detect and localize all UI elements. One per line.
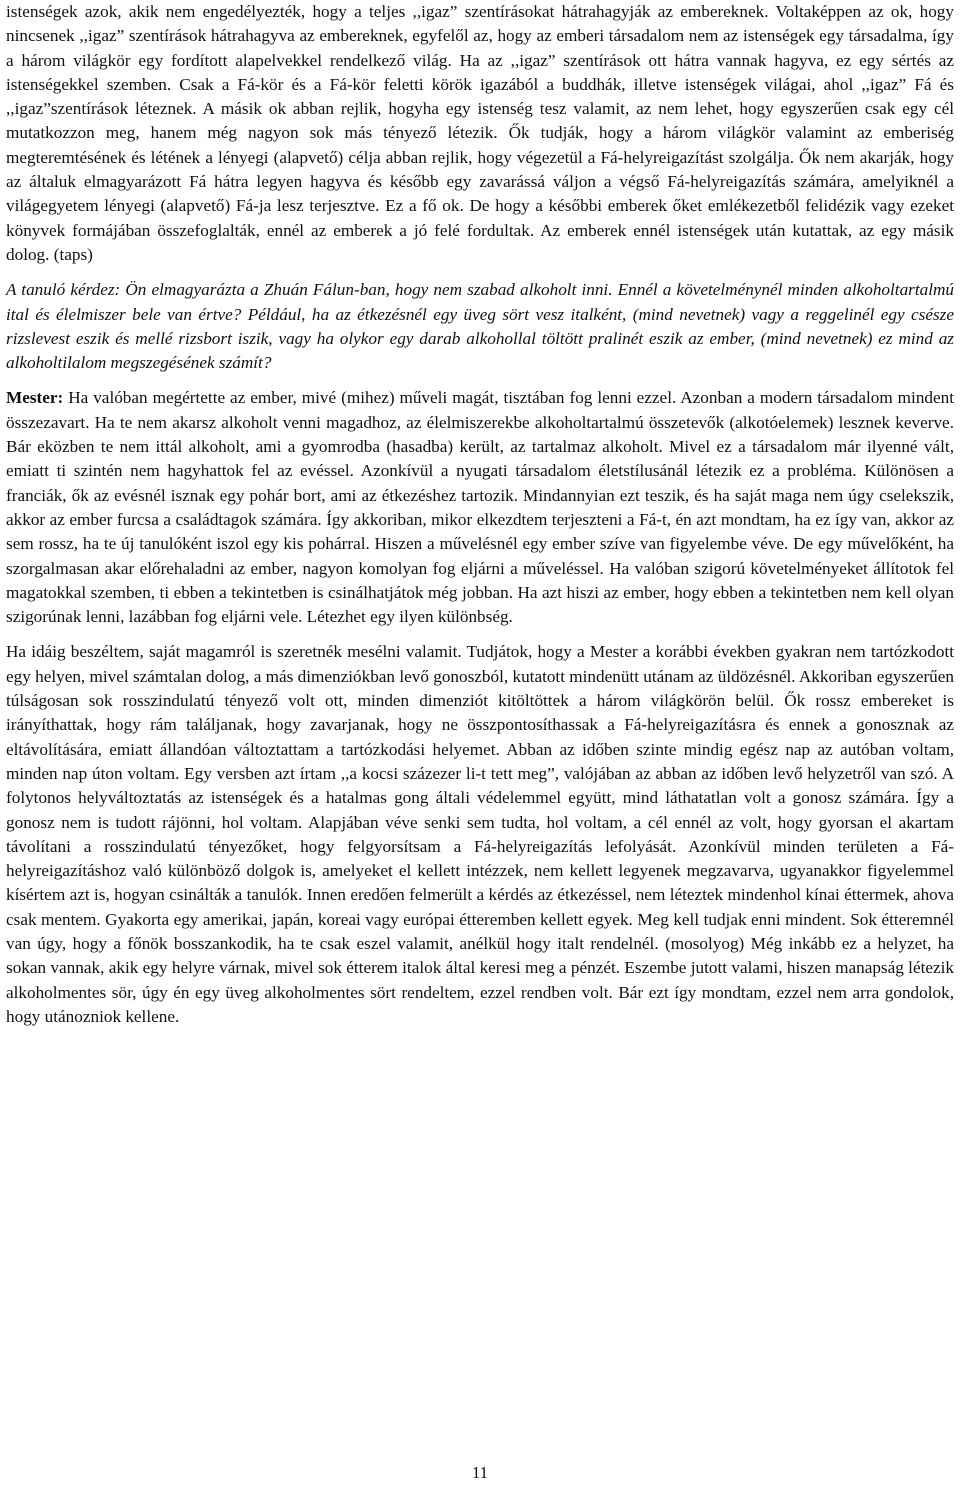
paragraph-text: A tanuló kérdez: Ön elmagyarázta a Zhuán Fálun-ban, hogy nem szabad alkoholt inni. Ennél a követelménynél minden alkoholtartalmú ital és élelmiszer bele van értve? Például, ha az étkezésnél egy üveg sört vesz italként, (mind nevetnek) vagy a reggelinél egy csésze rizslevest eszik és mellé rizsbort iszik, vagy ha olykor egy darab alkohollal töltött pralinét eszik az ember, (mind nevetnek) ez mind az alkoholtilalom megszegésének számít? [6,280,954,373]
paragraph-text: istenségek azok, akik nem engedélyezték, hogy a teljes ,,igaz” szentírásokat hátrahagyják az embereknek. Voltaképpen az ok, hogy nincsenek ,,igaz” szentírások hátrahagyva az embereknek, egyfelől az, hogy az emberi társadalom nem az istenségek egy társadalma, így a három világkör egy fordított alapelvekkel rendelkező világ. Ha az ,,igaz” szentírások ott hátra vannak hagyva, ez egy sértés az istenségekkel szemben. Csak a Fá-kör és a Fá-kör feletti körök igazából a buddhák, illetve istenségek világai, ahol ,,igaz” Fá és ,,igaz”szentírások léteznek. A másik ok abban rejlik, hogyha egy istenség tesz valamit, az nem lehet, hogy egyszerűen csak egy cél mutatkozzon meg, hanem még nagyon sok más tényező létezik. Ők tudják, hogy a három világkör valamint az emberiség megteremtésének és létének a lényegi (alapvető) célja abban rejlik, hogy végezetül a Fá-helyreigazítást szolgálja. Ők nem akarják, hogy az általuk elmagyarázott Fá hátra legyen hagyva és később egy zavarássá váljon a végső Fá-helyreigazítás számára, amelyiknél a világegyetem lényegi (alapvető) Fá-ja lesz terjesztve. Ez a fő ok. De hogy a későbbi emberek őket emlékezetből felidézik vagy ezeket könyvek formájában összefoglalták, ennél az emberek a jó felé fordultak. Az emberek ennél istenségek után kutattak, az egy másik dolog. (taps) [6,2,954,264]
page-number: 11 [471,1463,489,1482]
paragraph-student-question [6,278,954,375]
paragraph-text: Ha idáig beszéltem, saját magamról is szeretnék mesélni valamit. Tudjátok, hogy a Mester a korábbi években gyakran nem tartózkodott egy helyen, mivel számtalan dolog, a más dimenziókban levő gonoszból, kutatott mindenütt utánam az üldözésnél. Akkoriban egyszerűen túlságosan sok rosszindulatú tényező volt ott, minden dimenziót kitöltöttek a három világkörön belül. Ők rossz embereket is irányíthattak, hogy rám találjanak, hogy zavarjanak, hogy ne összpontosíthassak a Fá-helyreigazításra és ennek a gonosznak az eltávolítására, emiatt állandóan változtattam a tartózkodási helyemet. Abban az időben szinte mindig egész nap az autóban voltam, minden nap úton voltam. Egy versben azt írtam ,,a kocsi százezer li-t tett meg”, valójában az abban az időben levő helyzetről van szó. A folytonos helyváltoztatás az istenségek és a hatalmas gong általi védelemmel együtt, mind láthatatlan volt a gonosz számára. Így a gonosz nem is tudott rájönni, hol voltam. Alapjában véve senki sem tudta, hol voltam, a cél ennél az volt, hogy gyorsan el akartam távolítani a rosszindulatú tényezőket, hogy felgyorsítsam a Fá-helyreigazítás lefolyását. Azonkívül minden területen a Fá-helyreigazításhoz való különböző dolgok is, amelyeket el kellett intézzek, nem kellett legyenek megzavarva, ugyanakkor figyelemmel kísértem azt is, hogyan csinálták a tanulók. Innen eredően felmerült a kérdés az étkezéssel, nem léteztek mindenhol kínai éttermek, ahova csak mentem. Gyakorta egy amerikai, japán, koreai vagy európai étteremben kellett egyek. Meg kell tudjak enni mindent. Sok étteremnél van úgy, hogy a főnök bosszankodik, ha te csak eszel valamit, anélkül hogy italt rendelnél. (mosolyog) Még inkább ez a helyzet, ha sokan vannak, akik egy helyre várnak, mivel sok étterem italok által keresi meg a pénzét. Eszembe jutott valami, hiszen manapság létezik alkoholmentes sör, úgy én egy üveg alkoholmentes sört rendeltem, ezzel rendben volt. Bár ezt így mondtam, ezzel nem arra gondolok, hogy utánozniok kellene. [6,642,954,1026]
paragraph-continuation [6,0,954,267]
speaker-label: Mester: [6,388,64,408]
paragraph-master-story [6,640,954,1029]
paragraph-text: Ha valóban megértette az ember, mivé (mihez) műveli magát, tisztában fog lenni ezzel. Azonban a modern társadalom mindent összezavart. Ha te nem akarsz alkoholt venni magadhoz, az élelmiszerekbe alkoholtartalmú összetevők (alkotóelemek) lesznek keverve. Bár eközben te nem ittál alkoholt, ami a gyomrodba (hasadba) került, az tartalmaz alkoholt. Mivel ez a társadalom már ilyenné vált, emiatt ti szintén nem hagyhattok fel az evéssel. Azonkívül a nyugati társadalom életstílusánál létezik ez a probléma. Különösen a franciák, ők az evésnél isznak egy pohár bort, ami az étkezéshez tartozik. Mindannyian ezt teszik, és ha saját maga nem úgy cselekszik, akkor az ember furcsa a családtagok számára. Így akkoriban, mikor elkezdtem terjeszteni a Fá-t, én azt mondtam, ha ez így van, akkor az sem rossz, ha te új tanulóként iszol egy kis pohárral. Hiszen a művelésnél egy ember szíve van figyelembe véve. De egy művelőként, ha szorgalmasan akar előrehaladni az ember, nagyon komolyan fog eljárni a műveléssel. Ha valóban szigorú követelményeket állítotok fel magatokkal szemben, ti ebben a tekintetben is csinálhatjátok még jobban. Ha azt hiszi az ember, hogy ebben a tekintetben nem kell olyan szigorúnak lenni, lazábban fog eljárni vele. Létezhet egy ilyen különbség. [6,388,954,627]
paragraph-master-answer [6,386,954,629]
